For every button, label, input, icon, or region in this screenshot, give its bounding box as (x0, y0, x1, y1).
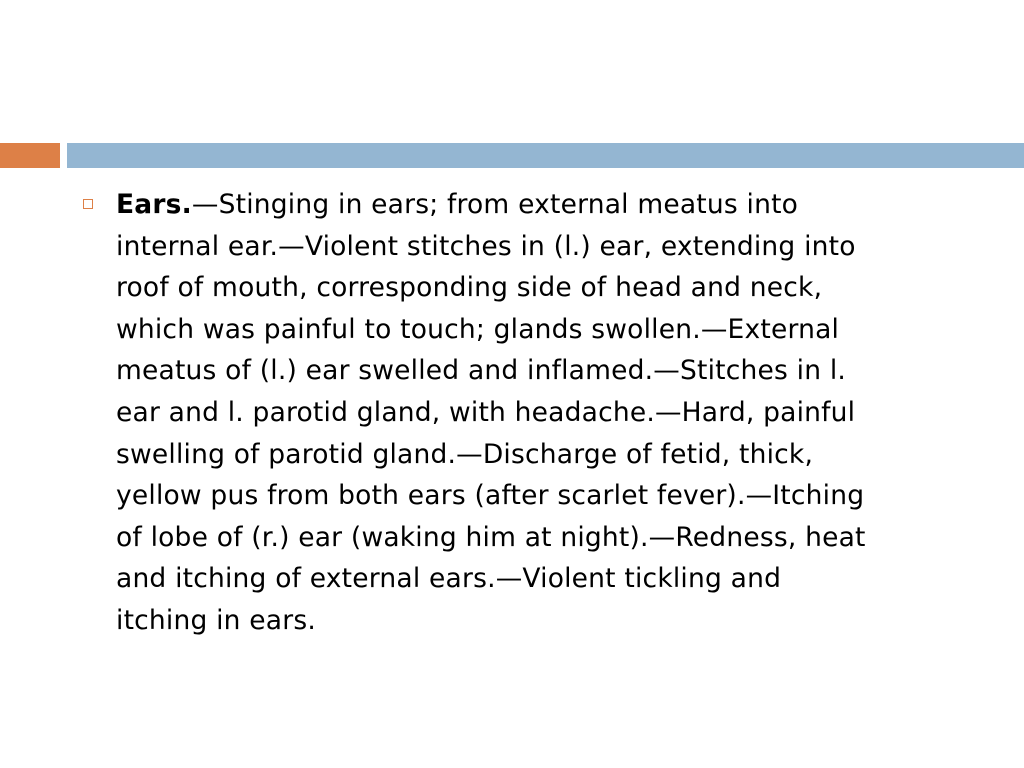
text-line-7: swelling of parotid gland.—Discharge of fetid, thick, (116, 438, 814, 470)
text-line-11: itching in ears. (116, 604, 316, 636)
slide-content (80, 184, 980, 642)
header-accent-bar-blue (67, 143, 1024, 168)
header-accent-bar-orange (0, 143, 60, 168)
text-line-5: meatus of (l.) ear swelled and inflamed.—Stitches in l. (116, 355, 847, 387)
bullet-item (80, 184, 980, 642)
hollow-square-bullet-icon (83, 199, 93, 209)
text-line-10: and itching of external ears.—Violent tickling and (116, 563, 782, 595)
text-line-6: ear and l. parotid gland, with headache.—Hard, painful (116, 396, 856, 428)
text-line-1 (116, 184, 980, 226)
text-line-3: roof of mouth, corresponding side of head and neck, (116, 272, 823, 304)
text-line-1-rest: —Stinging in ears; from external meatus into (191, 189, 799, 220)
text-line-8: yellow pus from both ears (after scarlet fever).—Itching (116, 480, 865, 512)
text-line-9: of lobe of (r.) ear (waking him at night).—Redness, heat (116, 521, 866, 553)
text-line-2: internal ear.—Violent stitches in (l.) ear, extending into (116, 230, 856, 262)
text-line-4: which was painful to touch; glands swollen.—External (116, 313, 840, 345)
bullet-text (116, 184, 980, 642)
bullet-lead: Ears. (116, 189, 192, 220)
